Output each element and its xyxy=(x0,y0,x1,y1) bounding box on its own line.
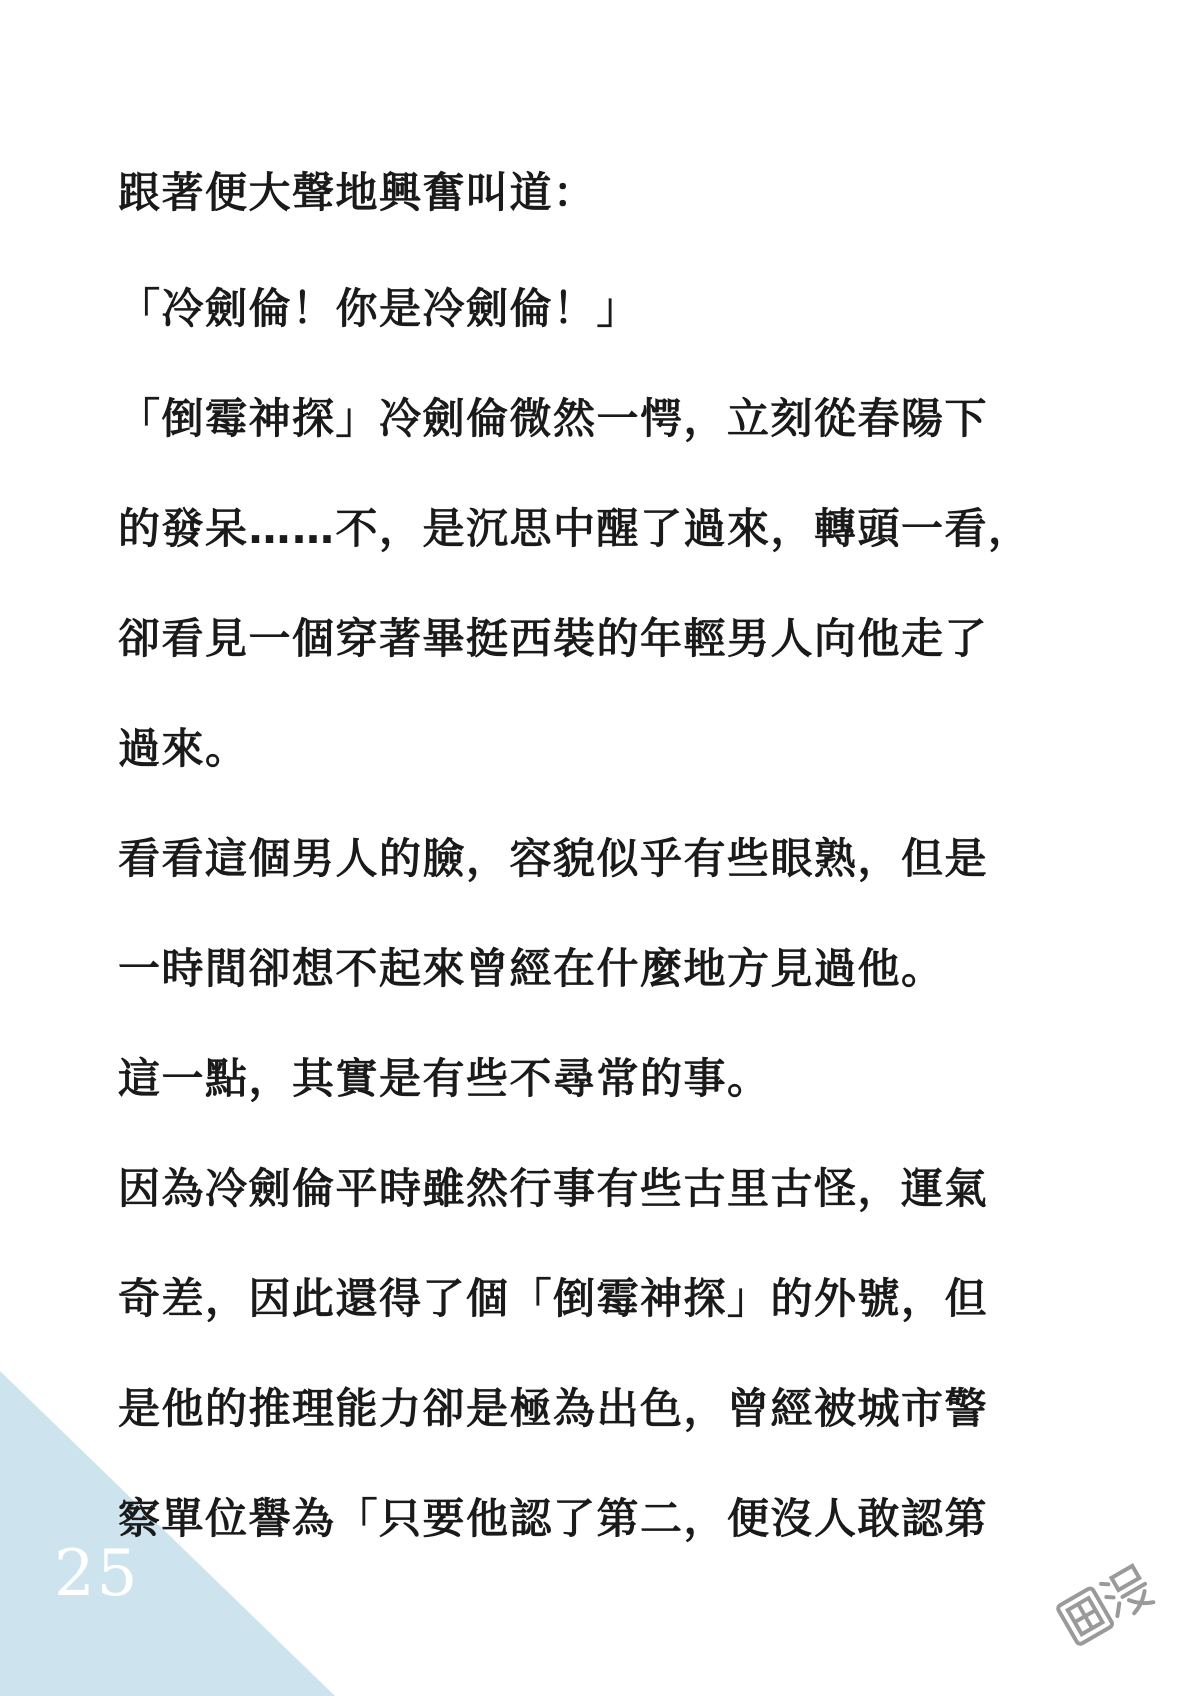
text-line: 卻看見一個穿著畢挺西裝的年輕男人向他走了 xyxy=(118,614,989,663)
text-line: 這一點，其實是有些不尋常的事。 xyxy=(118,1054,771,1103)
text-line: 跟著便大聲地興奮叫道： xyxy=(118,168,597,217)
watermark-stamp-icon xyxy=(1036,1532,1186,1682)
page-number: 25 xyxy=(54,1537,140,1611)
text-line: 奇差，因此還得了個「倒霉神探」的外號，但 xyxy=(118,1274,989,1323)
text-line: 看看這個男人的臉，容貌似乎有些眼熟，但是 xyxy=(118,834,989,883)
text-line: 的發呆……不，是沉思中醒了過來，轉頭一看， xyxy=(118,504,1032,553)
text-line: 是他的推理能力卻是極為出色，曾經被城市警 xyxy=(118,1384,989,1433)
text-line: 察單位譽為「只要他認了第二，便沒人敢認第 xyxy=(118,1494,989,1543)
text-line: 「冷劍倫！你是冷劍倫！」 xyxy=(118,284,641,333)
text-line: 過來。 xyxy=(118,724,249,773)
text-line: 一時間卻想不起來曾經在什麼地方見過他。 xyxy=(118,944,945,993)
text-line: 「倒霉神探」冷劍倫微然一愕，立刻從春陽下 xyxy=(118,394,989,443)
text-line: 因為冷劍倫平時雖然行事有些古里古怪，運氣 xyxy=(118,1164,989,1213)
